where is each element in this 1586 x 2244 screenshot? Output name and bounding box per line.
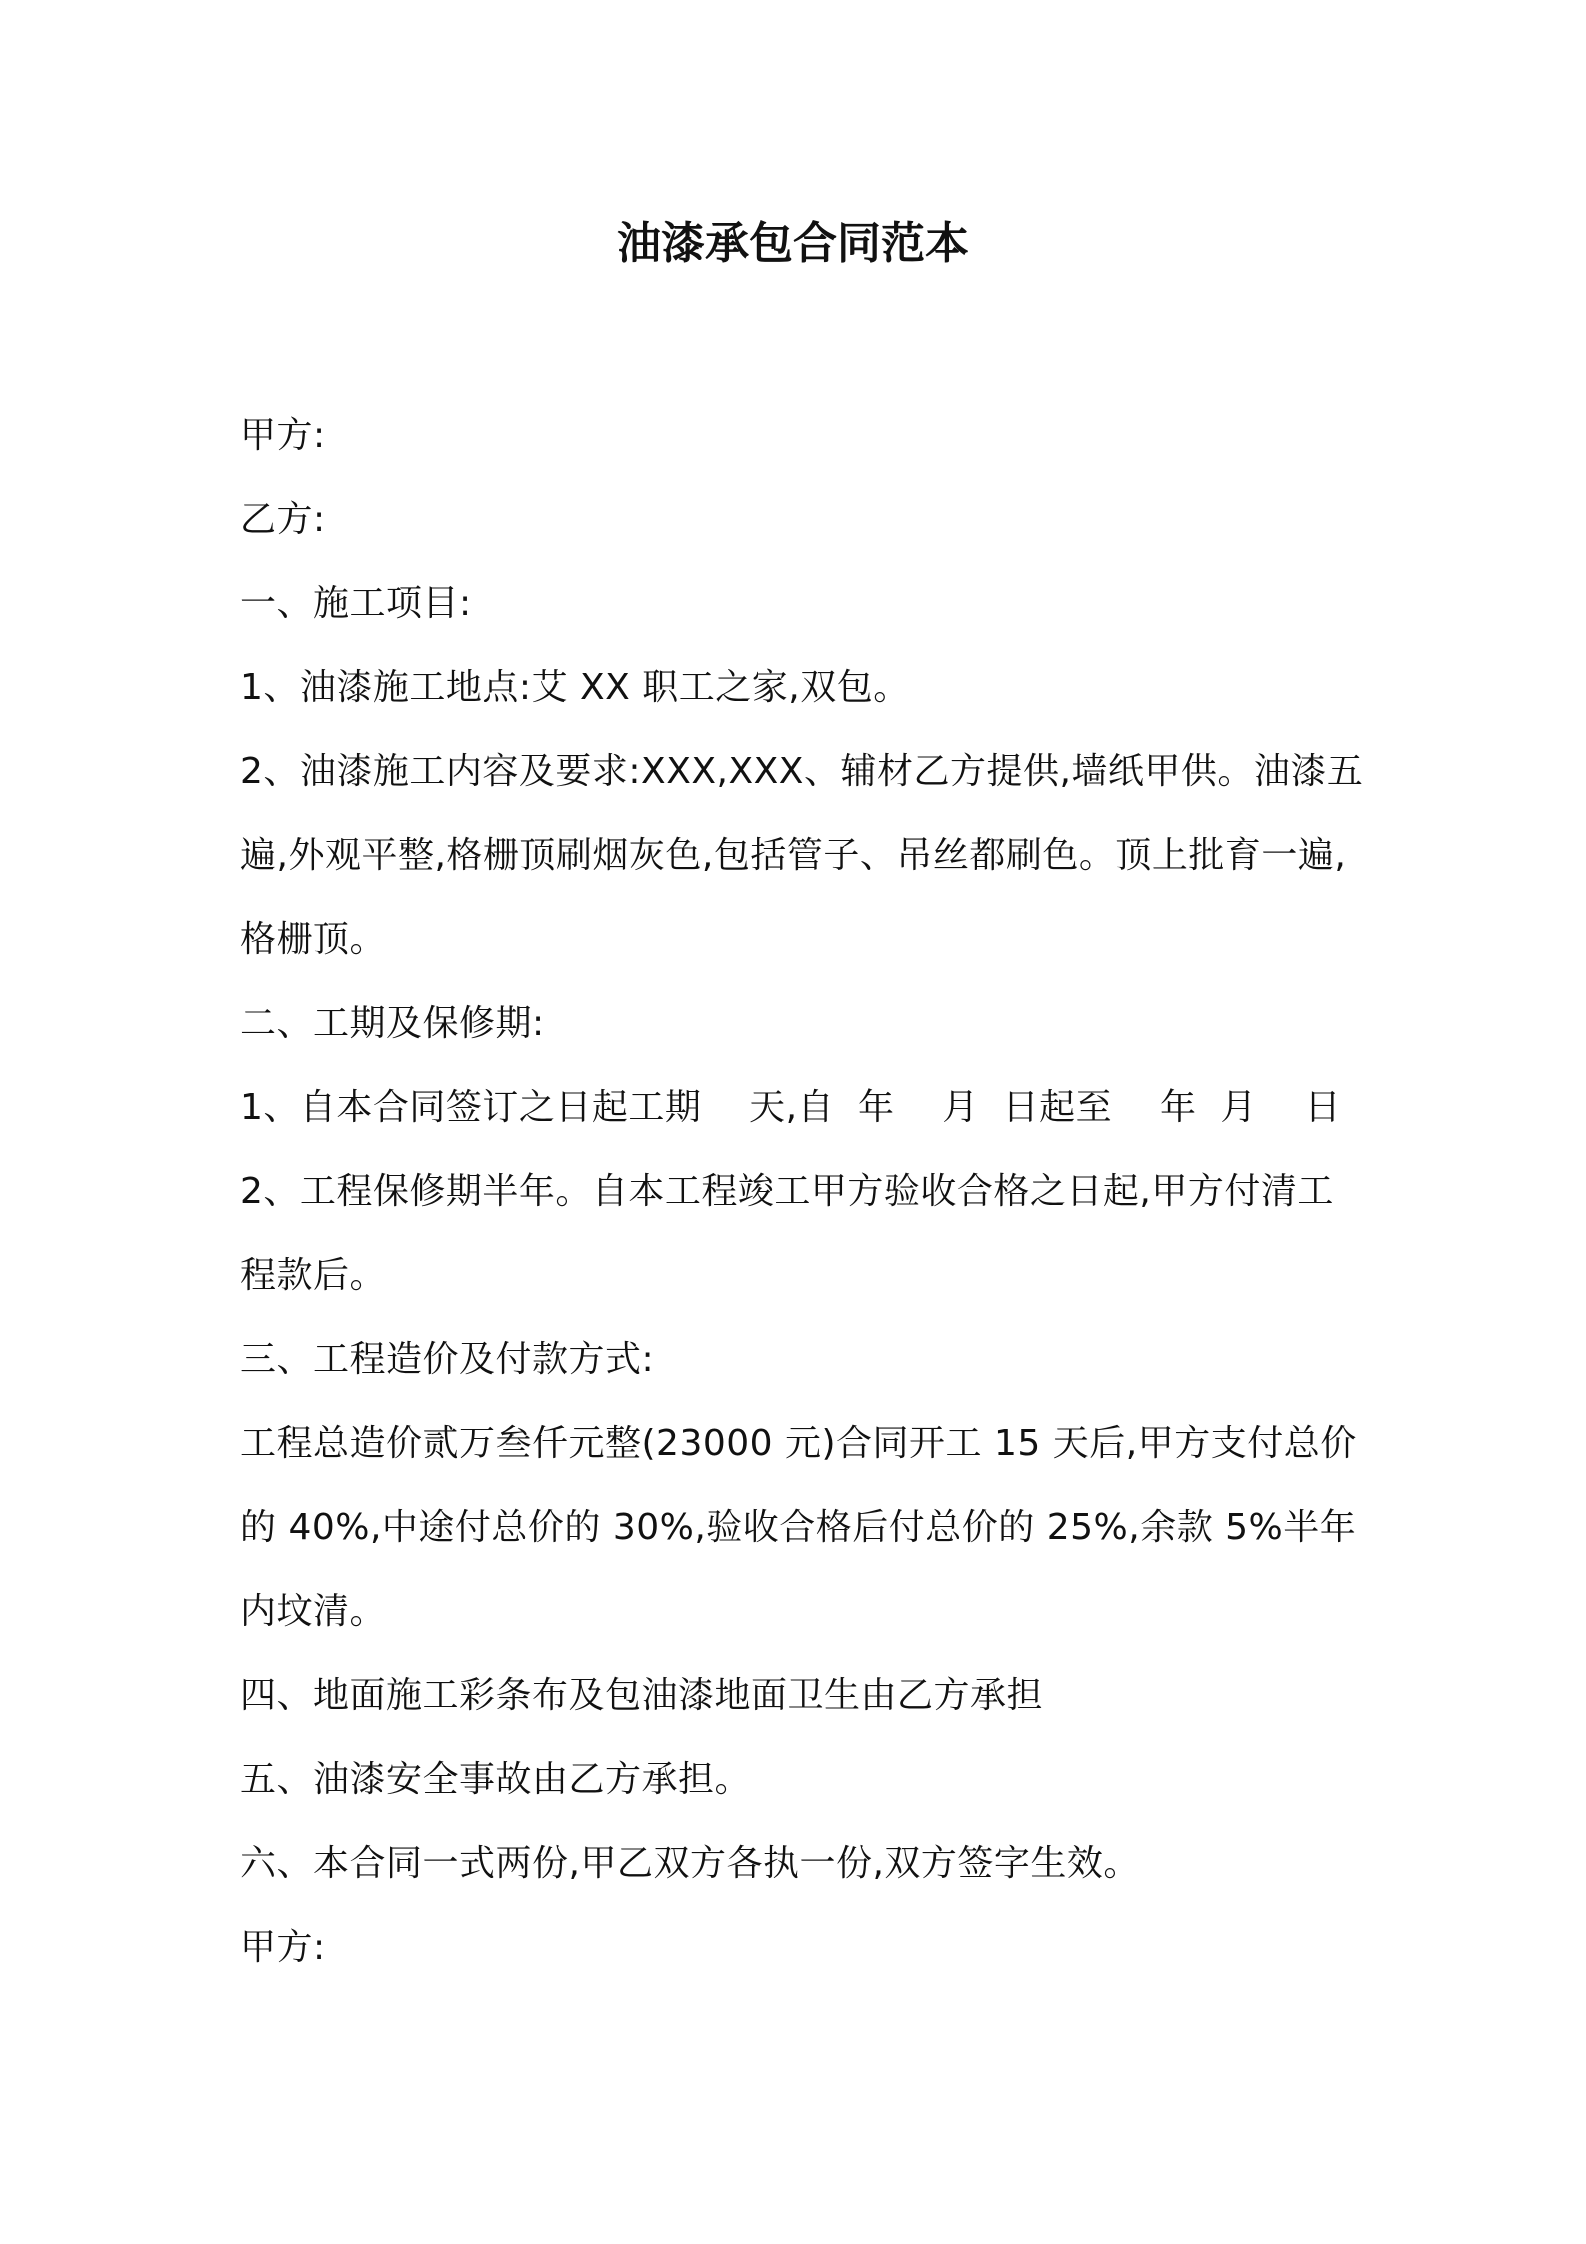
clause-3-line-2: 的 40%,中途付总价的 30%,验收合格后付总价的 25%,余款 5%半年 (240, 1507, 1357, 1548)
clause-2-1: 1、自本合同签订之日起工期 天,自 年 月 日起至 年 月 日 (240, 1087, 1342, 1128)
clause-3-line-1: 工程总造价贰万叁仟元整(23000 元)合同开工 15 天后,甲方支付总价 (240, 1423, 1357, 1464)
section-heading-5: 五、油漆安全事故由乙方承担。 (240, 1759, 752, 1800)
party-a-signature-label: 甲方: (240, 1927, 326, 1968)
clause-1-2-line-1: 2、油漆施工内容及要求:XXX,XXX、辅材乙方提供,墙纸甲供。油漆五 (240, 751, 1364, 792)
party-b-label: 乙方: (240, 499, 326, 540)
clause-1-1: 1、油漆施工地点:艾 XX 职工之家,双包。 (240, 667, 910, 708)
clause-1-2-line-2: 遍,外观平整,格栅顶刷烟灰色,包括管子、吊丝都刷色。顶上批育一遍, (240, 835, 1347, 876)
section-heading-6: 六、本合同一式两份,甲乙双方各执一份,双方签字生效。 (240, 1843, 1140, 1884)
clause-1-2-line-3: 格栅顶。 (240, 919, 387, 960)
party-a-label: 甲方: (240, 415, 326, 456)
section-heading-3: 三、工程造价及付款方式: (240, 1339, 655, 1380)
clause-2-2-line-1: 2、工程保修期半年。自本工程竣工甲方验收合格之日起,甲方付清工 (240, 1171, 1334, 1212)
document-title: 油漆承包合同范本 (617, 218, 969, 269)
clause-3-line-3: 内坟清。 (240, 1591, 387, 1632)
section-heading-2: 二、工期及保修期: (240, 1003, 545, 1044)
section-heading-1: 一、施工项目: (240, 583, 472, 624)
section-heading-4: 四、地面施工彩条布及包油漆地面卫生由乙方承担 (240, 1675, 1044, 1716)
clause-2-2-line-2: 程款后。 (240, 1255, 387, 1296)
